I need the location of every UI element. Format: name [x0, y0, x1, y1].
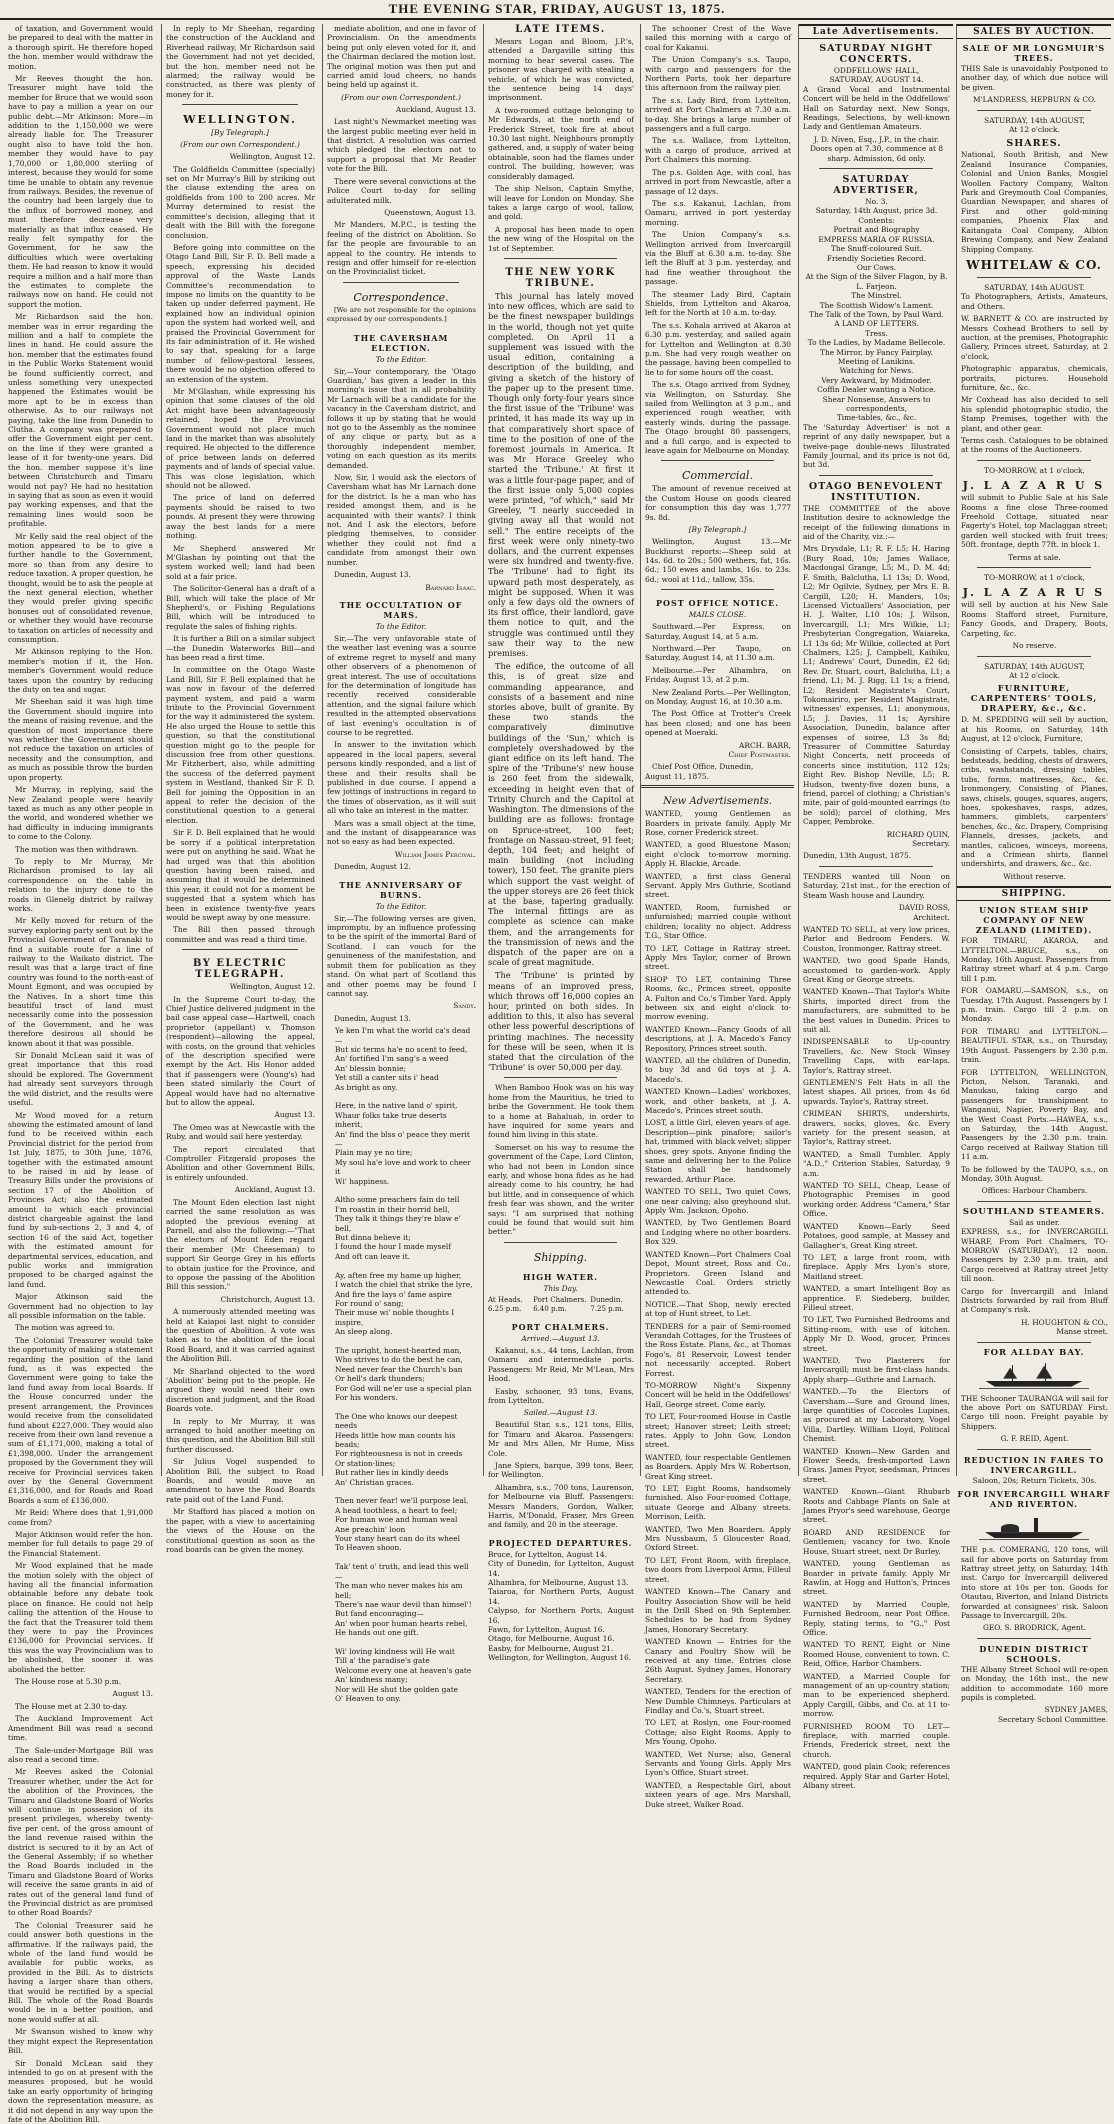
classified-ad: LOST, a little Girl, eleven years of age. Description—pink pinafore; sailor's hat, trimmed with black velvet; slipper shoes, grey spots. Anyone finding the same and delivering her to the Police Station shall be handsomely rewarded. Arthur Place.	[645, 1118, 791, 1184]
paragraph: Sir Donald McLean said it was of great importance that this road should be explored. The Government had already sent surveyors through the wild district, and the results were useful.	[8, 1051, 153, 1107]
divider	[661, 460, 774, 461]
classified-ads	[645, 809, 791, 1809]
divider	[977, 1449, 1091, 1450]
dateline: Wellington, August 12.	[166, 152, 315, 161]
ad-body: Terms cash. Catalogues to be obtained at the rooms of the Auctioneers.	[961, 436, 1108, 455]
classified-ad: TO LET, at Roslyn, one Four-roomed Cottage; also Eight Rooms. Apply to Mrs Young, Opoho.	[645, 1718, 791, 1746]
classified-ad: WANTED Known—Early Seed Potatoes, good sample, at Massey and Gallagher's, Great King street.	[803, 1222, 950, 1250]
ad-body: FOR TIMARU and LYTTELTON.—BEAUTIFUL STAR, s.s., on Thursday, 19th August. Passengers by 2.30 p.m. train.	[961, 1027, 1108, 1065]
paragraph: The Bill then passed through committee and was read a third time.	[166, 925, 315, 944]
dateline: Auckland, August 13.	[166, 1185, 315, 1194]
poem-verses: Ye ken I'm what the world ca's dead— But sic terms ha'e no scent to feed, An' fortified I'm sang's a weed An' blessin bonnie; Yet still a canter sits i' head As bright as ony. Here, in the native land o' spirit, Whaur folks take true deserts inherit, An' find the blss o' peace they merit— Plain may ye no tire; My soul ha'e love and work to cheer it Wi' happiness. Altho some preachers fain do tell I'm roastin in their horrid hell, They talk it things they're blaw e' bell, But dinna believe it; I found the hour I made myself And oft can leave it. Ay, aften free my hame up higher, I watch the chiel that strike the lyre, And fire the lays o' fame aspire For round o' sang; Their muse wi' noble thoughts I inspire, An sleep along. The upright, honest-hearted man, Who strives to do the best he can, Need never fear the Church's ban Or hell's dark thunders; For God will ne'er use a special plan For his wonders. The One who knows our deepest needs Heeds little how man counts his beads; For righteousness is not in creeds Or station-lines; But rather lies in kindly deeds An' Christian graces. Then never fear! we'll purpose leal, A head toothless, a heart to feel; For human woe and human weal Ane preachin' loon Your stany heart can do its wheel To Heaven shoon. Tak' tent o' truth, and lead this well— The man who never makes his am hell; There's nae waur devil than himsel'! But fand encouraging— An' when poor human hearts rebel, He hands out one gift. Wi' loving kindness will He wait Till a' the paradise's gate Welcome every one at heaven's gate An' kindness many; Nor will He shut the golden gate O' Heaven to ony.	[327, 1026, 476, 1703]
paragraph: Before going into committee on the Otago Land Bill, Sir F. D. Bell made a speech, expressing his decided approval of the Waste Lands Committee's recommendation to impose no limits on the quantity to be taken up under deferred payment. He explained how an individual opinion upon the system had worked well, and praised the Provincial Government for its fair administration of it. He wished to say that, speaking for a large number of fellow-pastoral lessees, there would be no objection offered to an extension of the system.	[166, 243, 315, 384]
section-heading: THE NEW YORK TRIBUNE.	[484, 267, 637, 289]
classified-ad: NOTICE.—That Shop, newly erected at top of Hunt street, to Let.	[645, 1300, 791, 1319]
paragraph: The motion was agreed to.	[8, 1323, 153, 1332]
classified-ad: WANTED, a Married Couple for management of an up-country station; man to be experienced shepherd. Apply Cargill, Gibbs, and Co. at 11 to-morrow.	[803, 1672, 950, 1719]
ad-title: DUNEDIN DISTRICT SCHOOLS.	[957, 1644, 1111, 1664]
classified-ad: TO LET, Four-roomed House in Castle street; Hanover street; Leith street; rates. Apply to John Gow, London street.	[645, 1412, 791, 1450]
ad-body: Cargo for Invercargill and Inland Districts forwarded by rail from Bluff at Company's risk.	[961, 1287, 1108, 1315]
classified-ad: WANTED, Wet Nurse; also, General Servants and Young Girls. Apply Mrs Lyon's Office, Stuart street.	[645, 1750, 791, 1778]
ad-title: J. L A Z A R U S	[957, 479, 1111, 492]
signature: Sandy.	[327, 1001, 476, 1010]
dateline: Dunedin, August 13.	[327, 1014, 476, 1023]
ad-body: Photographic apparatus, chemicals, portraits, pictures. Household furniture, &c., &c.	[961, 364, 1108, 392]
columns	[4, 24, 1110, 1476]
paragraph: To reply to Mr Murray, Mr Richardson promised to lay all correspondence on the table in relation to the injury done to the roads in Glenelg district by railway works.	[8, 857, 153, 913]
ad-title: FOR ALLDAY BAY.	[957, 1348, 1111, 1358]
paragraph: The Mount Eden election last night carried the same resolution as was adopted the previous evening at Parnell, and also the following:—"That the electors of Mount Eden regard their member (Mr Cheeseman) to support Sir George Grey in his efforts to obtain justice for the Province, and to oppose the passing of the Abolition Bill this session."	[166, 1198, 315, 1292]
ad-body: FOR LYTTELTON, WELLINGTON, Picton, Nelson, Taranaki, and Manukau, taking cargo and passengers for transhipment to Wanganui, Napier, Poverty Bay, and the West Coast Ports.—HAWEA, s.s., on Saturday, the 14th August. Passengers by the 2.30 p.m. train. Cargo received at Railway Station till 11 a.m.	[961, 1068, 1108, 1162]
ad-line: Without reserve.	[961, 872, 1108, 881]
paragraph: The s.s. Lady Bird, from Lyttelton, arrived at Port Chalmers at 7.30 a.m. to-day. She brings a large number of passengers and a full cargo.	[645, 96, 791, 134]
ad-line: SATURDAY, 14th AUGUST, At 12 o'clock.	[961, 662, 1108, 681]
classified-ad: CRIMEAN SHIRTS, undershirts, drawers, socks, gloves, &c. Every variety for the present season, at Taylor's, Rattray street.	[803, 1109, 950, 1147]
divider	[504, 258, 617, 259]
paragraph: Mr Richardson said the hon. member was in error regarding the million and a half to complete the lines in hand. He could assure the hon. member that the estimates found in the Public Works Statement would be found sufficiently correct, and unless something very unexpected happened the Estimates would be more apt to be in excess than otherwise. As to our railways not paying, take the line from Dunedin to Clutha. A company was prepared to offer the Government eight per cent. on the line if they were granted a lease of it for twenty-one years. Did the hon. member suppose it's line between Christchurch and Timaru would not pay? He had no hesitation in saying that as soon as even it would pay working expenses, and that the remaining lines would soon be profitable.	[8, 312, 153, 528]
ad-line: SATURDAY, AUGUST 14.	[803, 75, 950, 84]
paragraph: of taxation, and Government would be prepared to deal with the matter in a thorough spirit. He therefore hoped the hon. member would withdraw the motion.	[8, 24, 153, 71]
paragraph: Major Atkinson said the Government had no objection to lay all possible information on the table.	[8, 1292, 153, 1320]
ad-body: To Photographers, Artists, Amateurs, and Others.	[961, 292, 1108, 311]
column-1	[4, 24, 156, 1476]
steamer-icon	[979, 1514, 1089, 1540]
paragraph: New Zealand Ports.—Per Wellington, on Monday, August 16, at 10.30 a.m.	[645, 688, 791, 707]
divider	[977, 1201, 1091, 1202]
signature: G. F. REID, Agent.	[961, 1434, 1108, 1443]
section-heading: Correspondence.	[323, 291, 479, 304]
column-5	[640, 24, 794, 1476]
paragraph: Sir,—The very unfavorable state of the weather last evening was a source of extreme regret to myself and many other observers of a phenomenon of great interest. The use of occultations for the determination of longitude has recently received considerable attention, and the signal failure which resulted in the attempted observations of last evening's occultation is of course to be regretted.	[327, 634, 476, 737]
divider	[661, 589, 774, 590]
paragraph: Mr Kelly moved for return of the survey exploring party sent out by the Provincial Government of Taranaki to find a suitable route for a line of railway to the Waikato district. The result was that a large tract of fine country was found to the north-east of Mount Egmont, and was occupied by the Natives. In a short time this beautiful tract of land must necessarily come into the possession of the Government, and he was therefore desirous all should be known about it that was possible.	[8, 916, 153, 1048]
paragraph: The House met at 2.30 to-day.	[8, 1702, 153, 1711]
paragraph: In reply to Mr Sheehan, regarding the construction of the Auckland and Riverhead railway, Mr Richardson said the Government had not yet decided, but the hon. member need not be alarmed; the railway would be constructed, as there was plenty of money for it.	[166, 24, 315, 99]
ad-line: SATURDAY, 14th AUGUST, At 12 o'clock.	[961, 116, 1108, 135]
subheading: [By Telegraph.]	[162, 128, 318, 137]
ad-line: No reserve.	[961, 641, 1108, 650]
ad-body: THE p.s. COMERANG, 120 tons, will sail for above ports on Saturday from Rattray street jetty, on Saturday, 14th inst. Cargo for Invercargill delivered into store at 10s per ton. Goods for Otautau, Riverton, and Inland Districts forwarded at consignees' risk. Saloon Passage to Invercargill, 20s.	[961, 1545, 1108, 1620]
classified-ad: WANTED Known—That Taylor's White Shirts, imported direct from the manufacturers, are submitted to be the best values in Dunedin. Prices to suit all.	[803, 987, 950, 1034]
paragraph: A proposal has been made to open the new wing of the Hospital on the 1st of September.	[488, 225, 634, 253]
paragraph: The motion was then withdrawn.	[8, 845, 153, 854]
paragraph: The steamer Lady Bird, Captain Shields, from Lyttelton and Akaroa, left for the North at 10 a.m. to-day.	[645, 290, 791, 318]
classified-ad: FURNISHED ROOM TO LET—fireplace, with married couple. Friends, Frederick street, next the church.	[803, 1722, 950, 1760]
ad-body: To be followed by the TAUPO, s.s., on Monday, 30th August.	[961, 1165, 1108, 1184]
ad-title: UNION STEAM SHIP COMPANY OF NEW ZEALAND (LIMITED).	[957, 905, 1111, 935]
classified-ad: SHOP TO LET, containing Three Rooms, &c., Princes street, opposite A. Fulton and Co.'s Timber Yard. Apply between six and eight o'clock to-morrow evening.	[645, 975, 791, 1022]
ad-line: Offices: Harbour Chambers.	[961, 1186, 1108, 1195]
paragraph: Messrs Logan and Bloom, J.P.'s, attended a Dargaville sitting this morning to hear several cases. The prisoner was charged with stealing a vehicle, of which he was convicted, the sentence being 14 days' imprisonment.	[488, 37, 634, 103]
ad-title: SALE OF MR LONGMUIR'S TREES.	[957, 43, 1111, 63]
ad-body: Mrs Drysdale, L1; R. F. L5; H. Haring (Bury Road, 10s; James Wallace, Macdougal Grange, L5; M., D. M. 4d; F. Smith, Balclutha, L1 13s; D. Wood, L2; Mr Ogilvie, Sydney, per Mrs E. B. Cargill, L20; H. Manders, 10s; Licensed Victuallers' Association, per H. J. Walter, L10 10s; J. Wilson, Invercargill, L1; Mrs Wilkie, L1; Presbyterian Congregation, Waiareka, L1 13s 6d; Mr Wilkie, collected at Port Chalmers, L25; J. Campbell, Kaihiku, L1; Andrews' Court, Dunedin, £2 6d; Rev. Dr. Stuart, court, Balclutha, L1; a friend, L1; M. J. Rigg, L1 1s; a friend, L2; Resident Magistrate's Court, Tokomairiro, per Resident Magistrate, witnesses' expenses, L1; anonymous, L5; J. Davies, 11 1s; Ayrshire Association, Dunedin, balance after expenses of soiree, L3 3s 8d; Treasurer of Committee Saturday Night Concerts, nett proceeds of concerts since institution, 112 12s; Eight Rev. Bishop Neville, L5; R. Hudson, twenty-five dozen buns, a friend, parcel of clothing; a Christian's mite, pair of gold-mounted earrings (to be sold); parcel of clothing, Mrs Capper, Pembroke.	[803, 544, 950, 826]
subheading: (From our own Correspondent.)	[323, 93, 479, 102]
classified-ad: WANTED, four respectable Gentlemen as Boarders. Apply Mrs W. Robertson, Great King street.	[645, 1453, 791, 1481]
subheading: MAILS CLOSE.	[641, 610, 794, 619]
signature: SYDNEY JAMES, Secretary School Committee.	[961, 1705, 1108, 1724]
divider	[977, 567, 1091, 568]
ad-line: Sail as under.	[961, 1218, 1108, 1227]
section-heading: Late Advertisements.	[799, 24, 953, 39]
dateline: August 13.	[166, 1110, 315, 1119]
subheading: To the Editor.	[323, 355, 479, 364]
ad-body: THIS Sale is unavoidably Postponed to another day, of which due notice will be given.	[961, 64, 1108, 92]
section-heading: SHIPPING.	[957, 886, 1111, 901]
paragraph: The price of land on deferred payments should be raised to two pounds. At present they were throwing away the best lands for a mere nothing.	[166, 493, 315, 540]
classified-ad: TENDERS for a pair of Semi-roomed Verandah Cottages, for the Trustees of the Ross Estate. Plans, &c., at Thomas Fogo's, 81 Reservoir, Lowest tender not necessarily accepted. Robert Forrest.	[645, 1322, 791, 1378]
ad-line: SATURDAY, 14th AUGUST.	[961, 283, 1108, 292]
ad-body: Mr Coxhead has also decided to sell his splendid photographic studio, the Stamp Premises, together with the plant, and other gear.	[961, 395, 1108, 433]
classified-ad: TO LET, Eight Rooms, handsomely furnished. Also Four-roomed Cottage, situate George and Albany streets. Morrison, Leith.	[645, 1484, 791, 1522]
divider	[641, 785, 794, 788]
paragraph: The report circulated that Comptroller Fitzgerald proposes the Abolition and other Government Bills, is entirely unfounded.	[166, 1145, 315, 1183]
classified-ad: WANTED Known—Ladies' workboxes, work, and other baskets, at J. A. Macedo's, Princes street south.	[645, 1087, 791, 1115]
classified-ad: WANTED, a smart Intelligent Boy as apprentice. F. Siedeberg, builder, Filleul street.	[803, 1284, 950, 1312]
tide-port: Port Chalmers. 6.40 p.m.	[533, 1296, 590, 1314]
paragraph: Alhambra, s.s., 700 tons, Laurenson, for Melbourne via Bluff. Passengers: Messrs Manders, Gordon, Walker, Harris, M'Donald, Fraser, Mrs Green and family, and 20 in the steerage.	[488, 1483, 634, 1530]
paragraph: The s.s. Wallace, from Lyttelton, with a cargo of produce, arrived at Port Chalmers this morning.	[645, 136, 791, 164]
dateline: Chief Post Office, Dunedin, August 11, 1875.	[645, 762, 791, 781]
column-7	[956, 24, 1111, 1476]
dateline: Auckland, August 13.	[327, 105, 476, 114]
signature: William James Percival.	[327, 850, 476, 859]
paragraph: Major Atkinson would refer the hon. member for full details to page 29 of the Financial Statement.	[8, 1530, 153, 1558]
classified-ad: TO LET, Cottage in Rattray street. Apply Mrs Taylor, corner of Brown street.	[645, 944, 791, 972]
paragraph: Mr Wood moved for a return showing the estimated amount of land fund to be received within each Provincial district for the period from 1st July, 1875, to 30th June, 1876, together with the estimated amount to be raised in aid by lease of Treasury Bills under the provisions of section 17 of the Abolition of Provinces Act; also the estimated amount to which each provincial district chargeable against the land fund by sub-sections 2, 3 and 4, of section 16 of the said Act, together with the estimated amount for departmental services, education, and public works and immigration proposed to be charged against the land fund.	[8, 1111, 153, 1290]
paragraph: Melbourne.—Per Alhambra, on Friday, August 13, at 2 p.m.	[645, 666, 791, 685]
subheading: [By Telegraph.]	[641, 525, 794, 534]
classified-ad: WANTED, Tenders for the erection of New Dumble Chimneys. Particulars at Findlay and Co.'s, Stuart street.	[645, 1687, 791, 1715]
paragraph: Mr Manders, M.P.C., is testing the feeling of the district on Abolition. So far the people are favourable to an appeal to the country. He intends to resign and offer himself for re-election on the Provincialist ticket.	[327, 220, 476, 276]
paragraph: The Colonial Treasurer said he could answer both questions in the affirmative. If the railways paid, the whole of the land fund would be available for public works, as provided in the Bill. As to districts having a larger share than others, that would be rectified by a special Bill. The whole of the Road Boards would be in a better position, and none would suffer at all.	[8, 1921, 153, 2024]
ad-line: Portrait and Biography EMPRESS MARIA OF RUSSIA.	[803, 225, 950, 244]
classified-ad: WANTED TO SELL, Cheap, Lease of Photographic Premises in good working order. Address "Camera," Star Office.	[803, 1181, 950, 1219]
dateline: August 13.	[8, 1689, 153, 1698]
ad-title: FURNITURE, CARPENTERS' TOOLS, DRAPERY, &c., &c.	[957, 684, 1111, 714]
classified-ad: BOARD AND RESIDENCE for Gentlemen; vacancy for two. Knole House, Stuart street, next Dr Burley.	[803, 1528, 950, 1556]
divider	[182, 949, 298, 950]
classified-ad: WANTED TO SELL, at very low prices, Parlor and Bedroom Fenders. W. Couston, Ironmonger, Rattray street.	[803, 925, 950, 953]
ad-body: FOR TIMARU, AKAROA, and LYTTELTON.—BRUCE, s.s., on Monday, 16th August. Passengers from Rattray street wharf at 4 p.m. Cargo till 1 p.m.	[961, 936, 1108, 983]
dateline: Dunedin, 13th August, 1875.	[803, 851, 950, 860]
ad-body: W. BARNETT & CO. are instructed by Messrs Coxhead Brothers to sell by auction, at the premises, Photographic Gallery, Princes street, Saturday, at 2 o'clock,	[961, 314, 1108, 361]
classified-ad: WANTED, Room, furnished or unfurnished; married couple without children; locality no object. Address T.G., Star Office.	[645, 903, 791, 941]
tide-dunedin: Dunedin. 7.25 p.m.	[590, 1296, 634, 1314]
ad-line: Doors open at 7.30, commence at 8 sharp. Admission, 6d only.	[803, 144, 950, 163]
paragraph: The 'Tribune' is printed by means of an improved press, which throws off 16,000 copies an hour, printed on both sides. In addition to this, it also has several other less powerful descriptions of printing machines. The necessity for these will be seen, when it is stated that the circulation of the 'Tribune' is over 50,000 per day.	[488, 970, 634, 1072]
divider	[977, 277, 1091, 278]
ad-title: REDUCTION IN FARES TO INVERCARGILL.	[957, 1455, 1111, 1475]
ad-line: J. D. Niven, Esq., J.P., in the chair.	[803, 135, 950, 144]
tide-table	[488, 1296, 634, 1314]
paragraph: The Goldfields Committee (specially) set on Mr Murray's Bill by striking out the clause extending the area on goldfields from 100 to 200 acres. Mr Murray determined to resist the committee's decision, alleging that it dealt with the Bill with the foregone conclusion.	[166, 165, 315, 240]
subheading: (From our own Correspondent.)	[162, 140, 318, 149]
paragraph: The edifice, the outcome of all this, is of great size and commanding appearance, and consists of a basement and nine stories above, built of granite. By these two stands the comparatively diminutive buildings of the 'Sun,' which is completely overshadowed by the giant edifice on its left hand. The spire of the 'Tribune's' new house is 260 feet from the sidewalk, exceeding in height even that of Trinity Church and the Capitol at Washington. The dimensions of the building are as follows: frontage on Spruce-street, 100 feet; frontage on Nassau-street, 91 feet; depth, 104 feet; and height of main building (not including tower), 150 feet. The granite piers which support the vast weight of the upper storeys are 26 feet thick at the base, tapering gradually. The internal fittings are as complete as science can make them, and the arrangements for the transmission of news and the dispatch of the paper are on a scale of great magnitude.	[488, 661, 634, 967]
section-heading: POST OFFICE NOTICE.	[641, 598, 794, 608]
paragraph: Sir,—Your contemporary, the 'Otago Guardian,' has given a leader in this morning's issue that in all probability Mr Larnach will be a candidate for the vacancy in the Caversham district, and follows it up by stating that he would not go to the Assembly as the nominee of any clique or party, but as a thoroughly independent member, voting on each question as its merits demanded.	[327, 367, 476, 470]
paragraph: In reply to Mr Murray, it was arranged to hold another meeting on this question, and the Abolition Bill still further discussed.	[166, 1417, 315, 1455]
paragraph: Mr Kelly said the real object of the motion appeared to be to give a further handle to the Government, more so than from any desire to reduce taxation. A proper question, he thought, would be to ask the people at the next general election, whether they would prefer giving specific bonuses out of consolidated revenue, or whether they would have recourse to taxation on articles of necessity and consumption.	[8, 532, 153, 645]
ad-line: Saturday, 14th August, price 3d.	[803, 206, 950, 215]
section-heading: BY ELECTRIC TELEGRAPH.	[162, 958, 318, 980]
paragraph: It is further a Bill on a similar subject—the Dunedin Waterworks Bill—and has been read a first time.	[166, 634, 315, 662]
column-6	[798, 24, 953, 1476]
paragraph: Northward.—Per Taupo, on Saturday, August 14, at 11.30 a.m.	[645, 644, 791, 663]
ad-title: FOR INVERCARGILL WHARF AND RIVERTON.	[957, 1489, 1111, 1509]
classified-ad: GENTLEMEN'S Felt Hats in all the latest shapes. All prices, from 4s 6d upwards. Taylor's, Rattray street.	[803, 1078, 950, 1106]
classified-ads	[803, 872, 950, 1791]
classified-ad: WANTED Known—Giant Rhubarb Roots and Cabbage Plants on Sale at James Pryor's seed warehouse, George street.	[803, 1487, 950, 1525]
classified-ad: WANTED Known—New Garden and Flower Seeds, fresh-imported Lawn Grass. James Pryor, seedsman, Princes street.	[803, 1447, 950, 1485]
paragraph: A two-roomed cottage belonging to Mr Edwards, at the north end of Frederick Street, took fire at about 10.30 last night. Neighbours promptly gathered, and, a supply of water being obtainable, soon had the flames under control. The building, however, was considerably damaged.	[488, 106, 634, 181]
paragraph: Kakanui, s.s., 44 tons, Lachlan, from Oamaru and intermediate ports. Passengers: Mr Reid, Mr M'Lean, Mrs Hood.	[488, 1346, 634, 1384]
dateline: Queenstown, August 13.	[327, 208, 476, 217]
paragraph: The p.s. Golden Age, with coal, has arrived in port from Newcastle, after a passage of 12 days.	[645, 168, 791, 196]
paragraph: Mr Swanson wished to know why they might expect the Representation Bill.	[8, 2027, 153, 2055]
paragraph: Wellington, August 13.—Mr Buckhurst reports:—Sheep sold at 14s. 6d. to 20s.; 500 wethers, fat, 16s. 6d.; 150 ewes and lambs, 16s. to 23s. 6d.; wool at 11d.; tallow, 35s.	[645, 537, 791, 584]
tide-heads: At Heads. 6.25 p.m.	[488, 1296, 533, 1314]
divider	[182, 104, 298, 105]
ad-title: SHARES.	[957, 138, 1111, 149]
classified-ad: WANTED, good plain Cook; references required. Apply Star and Garter Hotel, Albany street.	[803, 1762, 950, 1790]
masthead-title: THE EVENING STAR, FRIDAY, AUGUST 13, 1875.	[0, 1, 1114, 17]
classified-ad: WANTED, two good Spade Hands, accustomed to garden-work. Apply Great King or George streets.	[803, 956, 950, 984]
paragraph: Mr M'Glashan, while expressing his opinion that some clauses of the old Act might have been advantageously retained, hoped the Provincial Government would not place much land in the market than was absolutely required. He objected to the difference of price between lands on deferred payments and of lands of special value. This was close legislation, which should not be allowed.	[166, 387, 315, 490]
ad-body: will sell by auction at his New Sale Rooms Stafford street, Furniture, Fancy Goods, and Drapery, Boots, Carpeting, &c.	[961, 600, 1108, 638]
paragraph: Last night's Newmarket meeting was the largest public meeting ever held in that district. A resolution was carried which pledged the electors not to support a proposal that Mr Reader vote for the Bill.	[327, 117, 476, 173]
divider	[977, 110, 1091, 111]
classified-ad: WANTED, Two Plasterers for Invercargill; must be first-class hands. Apply sharp—Guthrie and Larnach.	[803, 1356, 950, 1384]
classified-ad: WANTED Known—Fancy Goods of all descriptions, at J. A. Macedo's Fancy Repository, Princes street south.	[645, 1025, 791, 1053]
paragraph: Sir,—The following verses are given, impromptu, by an influence professing to be the spirit of the immortal Bard of Scotland. I can vouch for the genuineness of the manifestation, and submit them for publication as they stand. On what part of Scotland this and other poems may be found I cannot say.	[327, 914, 476, 999]
signature: ARCH. BARR, Chief Postmaster.	[645, 741, 791, 760]
paragraph: Sir Donald McLean said they intended to go on at present with the measures proposed, but he would take an early opportunity of bringing down the representation measure, as it did not depend in any way upon the fate of the Abolition Bill.	[8, 2059, 153, 2124]
ad-title: OTAGO BENEVOLENT INSTITUTION.	[799, 481, 953, 503]
masthead	[0, 0, 1114, 20]
classified-ad: WANTED Known—The Canary and Poultry Association Show will be held in the Drill Shed on 9th September. Schedules to be had from Sydney James, Honorary Secretary.	[645, 1587, 791, 1634]
paragraph: Mr Wood explained that he made the motion solely with the object of having all the financial information obtainable before any debate took place on finance. He could not help calling the attention of the House to the fact that the Treasurer told them they were to pay the Provinces £136,000 for Provincial services. If this was the way Provincialism was to be abolished, the sooner it was abolished the better.	[8, 1561, 153, 1674]
departures-list: Bruce, for Lyttelton, August 14. City of Dunedin, for Lyttelton, August 14. Alhambra, for Melbourne, August 13. Taiaroa, for Northern Ports, August 14. Calypso, for Northern Ports, August 16. Fawn, for Lyttelton, August 16. Otago, for Melbourne, August 16. Easby, for Melbourne, August 21. Wellington, for Wellington, August 16.	[488, 1550, 634, 1663]
paragraph: A numerously attended meeting was held at Kaiapoi last night to consider the question of Abolition. A vote was taken as to the abolition of the local Road Board, and it was carried against the Abolition Bill.	[166, 1307, 315, 1363]
ad-title: WHITELAW & CO.	[957, 258, 1111, 272]
signature: GEO. S. BRODRICK, Agent.	[961, 1623, 1108, 1632]
classified-ad: WANTED TO SELL, Two quiet Cows, one near calving; also greyhound slut. Apply Wm. Jackson, Opoho.	[645, 1187, 791, 1215]
ad-title: SOUTHLAND STEAMERS.	[957, 1207, 1111, 1217]
paragraph: When Bamboo Hook was on his way home from the Mauritius, he tried to bribe the Government. He took them to a home at Bahaluah, in order to have inquired for some years and found him living in this state.	[488, 1083, 634, 1139]
section-heading: Commercial.	[641, 469, 794, 482]
divider	[819, 475, 933, 476]
ad-body: THE Albany Street School will re-open on Monday, the 16th inst., the new addition to accommodate 160 more pupils is completed.	[961, 1665, 1108, 1703]
paragraph: The Colonial Treasurer would take the opportunity of making a statement regarding the position of the land fund, as it was expected the Government were going to take the land fund away from local Boards. If the House concurred under the present arrangement, the Provinces would receive from the consolidated fund about £227,000. They would also receive from their own land revenue a sum of £1,171,000, making a total of £1,398,000. Under the arrangement proposed by the Government they will receive for Provincial services taken over by the General Government £1,316,000, and for Roads and Road Boards a sum of £136,000.	[8, 1336, 153, 1505]
section-heading: HIGH WATER.	[484, 1272, 637, 1282]
paragraph: The s.s. Otago arrived from Sydney, via Wellington, on Saturday. She sailed from Wellington at 3 p.m., and experienced rough weather, with easterly winds, during the passage. The Otago brought 80 passengers, and a full cargo, and is expected to leave again for Melbourne on Monday.	[645, 380, 791, 455]
section-heading: PROJECTED DEPARTURES.	[484, 1538, 637, 1548]
paragraph: Southward.—Per Express, on Saturday, August 14, at 5 a.m.	[645, 622, 791, 641]
section-heading: THE CAVERSHAM ELECTION.	[323, 333, 479, 353]
classified-ad: WANTED, by Two Gentlemen Board and Lodging where no other boarders. Box 329.	[645, 1218, 791, 1246]
paragraph: The Union Company's s.s. Taupo, with cargo and passengers for the Northern Ports, took her departure this afternoon from the railway pier.	[645, 55, 791, 93]
paragraph: Mr Sheehan said it was high time the Government should inquire into the means of raising revenue, and the question of most importance there was whether the Government should not reduce the taxation on articles of necessity and the consumption, and as much as possible throw the burden upon property.	[8, 697, 153, 782]
signature: H. HOUGHTON & CO., Manse street.	[961, 1318, 1108, 1337]
divider	[504, 1077, 617, 1078]
divider	[504, 1242, 617, 1243]
section-heading: LATE ITEMS.	[484, 24, 637, 35]
column-4	[483, 24, 637, 1476]
dateline: Christchurch, August 13.	[166, 1295, 315, 1304]
paragraph: The House rose at 5.30 p.m.	[8, 1677, 153, 1686]
section-heading: THE ANNIVERSARY OF BURNS.	[323, 880, 479, 900]
ad-line: TO-MORROW, at 1 o'clock,	[961, 573, 1108, 582]
ad-line: Saloon, 20s; Return Tickets, 30s.	[961, 1476, 1108, 1485]
paragraph: Mr Stafford has placed a motion on the paper, with a view to ascertaining the views of the House on the constitutional question as soon as the road boards can be given the money.	[166, 1507, 315, 1554]
classified-ad: TO-MORROW Night's Sixpenny Concert will be held in the Oddfellows' Hall, George street. Come early.	[645, 1381, 791, 1409]
classified-ad: WANTED.—To the Electors of Caversham.—Sure and Ground lines, large quantities of Coccoles Lupines, as procured at my Laboratory, Vogel Villa, Dartley. William Lloyd, Political Chemist.	[803, 1387, 950, 1443]
paragraph: Beautiful Star, s.s., 121 tons, Ellis, for Timaru and Akaroa. Passengers: Mr and Mrs Allen, Mr Hume, Miss Cole.	[488, 1420, 634, 1458]
classified-ad: WANTED, Two Men Boarders. Apply Mrs Nussbaum, 5 Gloucester Road, Oxford Street.	[645, 1525, 791, 1553]
ad-contents: The Snuff-coloured Suit. Friendly Societies Record. Our Cows. At the Sign of the Silver Flagon, by B. L. Farjeon. The Minstrel. The Scottish Widow's Lament. The Talk of the Town, by Paul Ward. A LAND OF LETTERS. Tress. To the Ladies, by Madame Bellecole. The Mirror, by Fancy Fairplay. Meeting of Lanikins. Watching for News. Very Awkward, by Midmoder. Coffin Dealer wanting a Notice. Shear Nonsense, Answers to correspondents, Time-tables, &c., &c.	[803, 244, 950, 423]
classified-ad: WANTED, all the children of Dunedin, to buy 3d and 6d toys at J. A. Macedo's.	[645, 1056, 791, 1084]
ad-body: EXPRESS, s.s., for INVERCARGILL WHARF, From Port Chalmers, TO-MORROW (SATURDAY), 12 noon. Passengers by 2.30 p.m. train, and Cargo received at Rattray street Jetty till noon.	[961, 1227, 1108, 1283]
paragraph: Now, Sir, I would ask the electors of Caversham what has Mr Larnach done for the district. Is he a man who has resided amongst them, and is he acquainted with their wants? I think not. And I ask the electors, before pledging themselves, to consider whether they could not find a candidate from amongst their own number.	[327, 473, 476, 567]
ad-title: SATURDAY NIGHT CONCERTS.	[799, 43, 953, 65]
classified-ad: WANTED Known — Entries for the Canary and Poultry Show will be received at any time. Entries close 26th August. Sydney James, Honorary Secretary.	[645, 1637, 791, 1684]
dateline: Dunedin, August 13.	[327, 570, 476, 579]
signature: Barnard Isaac.	[327, 583, 476, 592]
disclaimer: [We are not responsible for the opinions expressed by our correspondents.]	[327, 306, 476, 325]
paragraph: This journal has lately moved into new offices, which are said to be the finest newspaper buildings in the world, though not yet quite completed. On April 11 a supplement was issued with the usual edition, containing a description of the building, and giving a sketch of the history of the paper up to the present time. Though only forty-four years since the first issue of the 'Tribune' was printed, it has made its way up in that comparatively short space of time to the position of one of the foremost journals in America. It was Mr Horace Greeley who started the 'Tribune.' At first it was a little four-page paper, and of the first issue only 5,000 copies were printed, "of which," said Mr Greeley, "I nearly succeeded in giving away all that would not sell." The entire receipts of the first week were only ninety-two dollars, and the current expenses were six hundred and twenty-five. The 'Tribune' had to fight its upward path most desperately, as might be supposed. When it was only a few days old the owners of its first office, their landlord, gave them notice to quit, and the struggle was continued until they saw their way to the new premises.	[488, 291, 634, 658]
paragraph: The Solicitor-General has a draft of a Bill, which will take the place of Mr Shepherd's, or Fishing Regulations Bill, which will be introduced to regulate the sales of fishing rights.	[166, 584, 315, 631]
classified-ad: TO LET, Front Room, with fireplace, two doors from Liverpool Arms, Filleul street.	[645, 1556, 791, 1584]
ad-line: TO-MORROW, at 1 o'clock,	[961, 466, 1108, 475]
section-heading: SALES BY AUCTION.	[957, 24, 1111, 39]
paragraph: The Omeo was at Newcastle with the Ruby, and would sail here yesterday.	[166, 1123, 315, 1142]
signature: M'LANDRESS, HEPBURN & CO.	[961, 95, 1108, 104]
classified-ad: WANTED, a Small Tumbler. Apply "A.D.," Criterion Stables, Saturday, 9 a.m.	[803, 1150, 950, 1178]
ad-body: THE COMMITTEE of the above Institution desire to acknowledge the receipt of the following donations in aid of the Charity, viz.:—	[803, 504, 950, 542]
paragraph: In the Supreme Court to-day, the Chief Justice delivered judgment in the bail case appeal case—Hartwell, coach proprietor (appellant) v. Thomson (respondent)—allowing the appeal, with costs, on the ground that vehicles of the description specified were exempt by the Act. His Honor added that if passengers were (Young's) had been stated similarly the Court of Appeal would have had no alternative but to allow the appeal.	[166, 995, 315, 1108]
section-heading: Shipping.	[484, 1251, 637, 1264]
paragraph: The Sale-under-Mortgage Bill was also read a second time.	[8, 1746, 153, 1765]
classified-ad: WANTED, a good Bluestone Mason; eight o'clock to-morrow morning. Apply H. Blackie, Arcade.	[645, 840, 791, 868]
paragraph: Mars was a small object at the time, and the instant of disappearance was not so easy as had been expected.	[327, 819, 476, 847]
subheading: To the Editor.	[323, 902, 479, 911]
signature: DAVID ROSS, Architect.	[803, 903, 950, 922]
classified-ad: WANTED by Married Couple, Furnished Bedroom, near Post Office. Reply, stating terms, to "G.," Post Office.	[803, 1600, 950, 1638]
classified-ad: TO LET, Two Furnished Bedrooms and Sitting-room, with use of kitchen. Apply Mr D. Wood, grocer, Princes street.	[803, 1315, 950, 1353]
column-2	[161, 24, 318, 1476]
ad-body: D. M. SPEDDING will sell by auction, at his Rooms, on Saturday, 14th August, at 12 o'clock, Furniture,	[961, 715, 1108, 743]
dateline: Wellington, August 12.	[166, 982, 315, 991]
classified-ad: WANTED Known—Port Chalmers Coal Depot, Mount street, Ross and Co., Proprietors. Green Island and Newcastle Coal. Orders strictly attended to.	[645, 1250, 791, 1297]
paragraph: The schooner Crest of the Wave sailed this morning with a cargo of coal for Kakanui.	[645, 24, 791, 52]
ad-body: will submit to Public Sale at his Sale Rooms a fine close Three-roomed Freehold Cottage, situated near Fagerty's Hotel, top Maclaggan street; garden well stocked with fruit trees; 50ft. frontage, depth 77ft. in block 1.	[961, 493, 1108, 549]
paragraph: mediate abolition, and one in favor of Provincialism. On the amendments being put only eleven voted for it, and the Chairman declared the motion lost. The original motion was then put and carried amid loud cheers, no hands being held up against it.	[327, 24, 476, 90]
classified-ad: INDISPENSABLE to Up-country Travellers, &c. New Stock Winsey Travelling Caps, with ear-laps. Taylor's, Rattray street.	[803, 1037, 950, 1075]
subheading: To the Editor.	[323, 622, 479, 631]
paragraph: The amount of revenue received at the Custom House on goods cleared for consumption this day was 1,777 9s. 8d.	[645, 484, 791, 522]
paragraph: The Union Company's s.s. Wellington arrived from Invercargill via the Bluff at 6.30 a.m. to-day. She left the Bluff at 3 p.m. yesterday, and had fine weather throughout the passage.	[645, 230, 791, 286]
subheading: Sailed.—August 13.	[484, 1408, 637, 1417]
paragraph: Mr Reid: Where does that 1,91,000 come from?	[8, 1508, 153, 1527]
paragraph: Mr Reeves asked the Colonial Treasurer whether, under the Act for the abolition of the Provinces, the Timaru and Gladstone Board of Works will continue in possession of its present privileges, whereby twenty-five per cent. of the gross amount of the land revenue raised within the district is secured to it by an Act of the General Assembly; if so whether the Road Boards included in the Timaru and Gladstone Board of Works will receive the same grants in aid of rates out of the general land fund of the Provincial district as are promised to other Road Boards?	[8, 1767, 153, 1918]
ad-body: National, South British, and New Zealand Insurance Companies, Colonial and Union Banks, Mosgiel Woollen Factory Company, Walton Park and Greymouth Coal Companies, Guardian Newspaper, and shares of First and other gold-mining companies, Phoenix Flax and Kaitangata Coal Company, Albion Brewing Company, and New Zealand Shipping Company.	[961, 150, 1108, 253]
divider	[819, 866, 933, 867]
column-3	[322, 24, 479, 1476]
classified-ad: WANTED, a Respectable Girl, about sixteen years of age. Mrs Marshall, Duke street, Walker Road.	[645, 1781, 791, 1809]
paragraph: The Post Office at Trotter's Creek has been closed; and one has been opened at Moeraki.	[645, 709, 791, 737]
ad-title: J. L A Z A R U S	[957, 586, 1111, 599]
paragraph: Mr Reeves thought the hon. Treasurer might have told the member for Bruce that we would soon have to pay a million a year on our public debt.—Mr Atkinson: More—in addition to the 1,150,000 we were already liable for. The Treasurer ought also to have told the hon. member they would have to pay 1,70,000 or 1,80,000 sterling of interest, because they would for some time be unable to obtain any revenue from railways. Besides, the revenue of the country had been largely due to the influx of borrowed money, and must therefore decrease very materially as that influx ceased. He really felt sympathy for the Government, for he saw the difficulties which were overtaking them. He had reason to know it would require a million and a half more than the estimates to complete the railways now on hand. He could not support the motion.	[8, 74, 153, 309]
ad-body: Consisting of Carpets, tables, chairs, bedsteads, bedding, chests of drawers, cribs, washstands, dressing tables, tubs, forms, mattresses, &c., &c. Ironmongery, Consisting of Planes, saws, chisels, gouges, squares, augers, hoes, spokeshaves, rasps, adzes, hammers, gimblets, carpenters' benches, &c., &c. Drapery, Comprising Flannels, dresses, jackets, and mantles, calicoes, winceys, moreens, and a Crimean shirts, flannel undershirts, and drawers, &c., &c.	[961, 747, 1108, 869]
classified-ad: TENDERS wanted till Noon on Saturday, 21st inst., for the erection of Steam Wash house and Laundry.	[803, 872, 950, 900]
dateline: Dunedin, August 12.	[327, 862, 476, 871]
subheading: Arrived.—August 13.	[484, 1334, 637, 1343]
paragraph: The Auckland Improvement Act Amendment Bill was read a second time.	[8, 1714, 153, 1742]
divider	[977, 460, 1091, 461]
section-heading: THE OCCULTATION OF MARS.	[323, 600, 479, 620]
paragraph: The s.s. Kohala arrived at Akaroa at 6.30 p.m. yesterday, and sailed again for Lyttelton and Wellington at 8.30 p.m. She had very rough weather on the passage, having been compelled to lie to for some hours off the coast.	[645, 321, 791, 377]
paragraph: In answer to the invitation which appeared in the local papers, several persons kindly responded, and a list of these and their results shall be published in due course. I append a few jottings of instructions in regard to the times of observation, as it will suit all who take an interest in the matter.	[327, 740, 476, 815]
signature: RICHARD QUIN, Secretary.	[803, 830, 950, 849]
paragraph: Sir F. D. Bell explained that he would be sorry if a political interpretation were put on anything he said. What he had urged was that this abolition question having been raised, and assuming that it would be determined this year, it could not for a moment be suggested that a system which has been in existence twenty-five years would be swept away by one measure.	[166, 828, 315, 922]
ship-icon	[979, 1363, 1089, 1389]
subheading: This Day.	[484, 1284, 637, 1293]
paragraph: The ship Nelson, Captain Smythe, will leave for London on Monday. She takes a large cargo of wool, tallow, and gold.	[488, 184, 634, 222]
divider	[977, 656, 1091, 657]
divider	[819, 168, 933, 169]
ad-title: SATURDAY ADVERTISER,	[799, 174, 953, 196]
ad-body: FOR OAMARU.—SAMSON, s.s., on Tuesday, 17th August. Passengers by 1 p.m. train. Cargo till 2 p.m. on Monday.	[961, 986, 1108, 1024]
ad-line: Contents:	[803, 216, 950, 225]
ad-body: The 'Saturday Advertiser' is not a reprint of any daily newspaper, but a twelve-page double-news Illustrated Family Journal, and its price is not 6d, but 3d.	[803, 423, 950, 470]
classified-ad: WANTED TO RENT, Eight or Nine Roomed House, convenient to town. C. Reid, Office, Harbor Chambers.	[803, 1640, 950, 1668]
ad-line: Terms at sale.	[961, 553, 1108, 562]
paragraph: Mr Shepherd answered Mr M'Glashan by pointing out that the system worked well; land had been sold at a fair price.	[166, 544, 315, 582]
paragraph: Mr Murray, in replying, said the New Zealand people were heavily taxed as much as any other people in the world, and wondered whether we had difficulty in inducing immigrants to come to the Colony.	[8, 785, 153, 841]
ad-line: No. 3.	[803, 197, 950, 206]
paragraph: There were several convictions at the Police Court to-day for selling adulterated milk.	[327, 177, 476, 205]
ad-body: A Grand Vocal and Instrumental Concert will be held in the Oddfellows' Hall on Saturday next. New Songs, Readings, Selections, by well-known Lady and Gentleman Amateurs.	[803, 85, 950, 132]
divider	[343, 282, 459, 283]
paragraph: Mr Sharland objected to the word 'Abolition' being put to the people. He argued they would need their own discretion and judgment, and the Road Boards vote.	[166, 1367, 315, 1414]
section-heading: PORT CHALMERS.	[484, 1322, 637, 1332]
paragraph: Mr Atkinson replying to the Hon. member's motion if it, the Hon. member's Government would reduce taxes upon the country by reducing the duty on tea and sugar.	[8, 647, 153, 694]
paragraph: Sir Julius Vogel suspended to Abolition Bill, the subject to Road Boards, and would move an amendment to have the Road Boards rate paid out of the Land Fund.	[166, 1457, 315, 1504]
paragraph: Somerset on his way to resume the government of the Cape, Lord Clinton, who had not been in London since early, and whose bona fides as he had already come to his country, he had but little, and in consequence of which fresh fear was shown, and the writer says: "I am surprised that nothing could be found that would suit him better."	[488, 1143, 634, 1237]
divider	[977, 1342, 1091, 1343]
ad-line: ODDFELLOWS' HALL,	[803, 66, 950, 75]
divider	[977, 1638, 1091, 1639]
classified-ad: WANTED, young Gentleman as Boarder in private family. Apply Mr Rawlin, at Hogg and Hutton's, Princes street.	[803, 1559, 950, 1597]
section-heading: New Advertisements.	[641, 796, 794, 807]
ad-body: THE Schooner TAURANGA will sail for the above Port on SATURDAY First. Cargo till noon. Freight payable by Shippers.	[961, 1394, 1108, 1432]
section-heading: WELLINGTON.	[162, 113, 318, 126]
paragraph: Jane Spiers, barque, 399 tons, Beer, for Wellington.	[488, 1461, 634, 1480]
paragraph: The s.s. Kakanui, Lachlan, from Oamaru, arrived in port yesterday morning.	[645, 199, 791, 227]
paragraph: Easby, schooner, 93 tons, Evans, from Lyttelton.	[488, 1387, 634, 1406]
classified-ad: WANTED, a first class General Servant. Apply Mrs Guthrie, Scotland street.	[645, 872, 791, 900]
paragraph: In committee on the Otago Waste Land Bill, Sir F. Bell explained that he was now in favour of the deferred payment system, and paid a warm tribute to the Provincial Government for the way it administered the system. He also urged the House to settle this question, so that the constitutional question might go to the people for discussion free from other questions. Mr Fitzherbert, also, while admitting the success of the deferred payment system in Westland, thanked Sir F. D. Bell for joining the Opposition in an appeal to refer the decision of the constitutional question to a general election.	[166, 665, 315, 825]
classified-ad: TO LET, a large front room, with fireplace. Apply Mrs Lyon's store, Maitland street.	[803, 1253, 950, 1281]
classified-ad: WANTED, young Gentlemen as Boarders in private family. Apply Mr Rose, corner Frederick street.	[645, 809, 791, 837]
